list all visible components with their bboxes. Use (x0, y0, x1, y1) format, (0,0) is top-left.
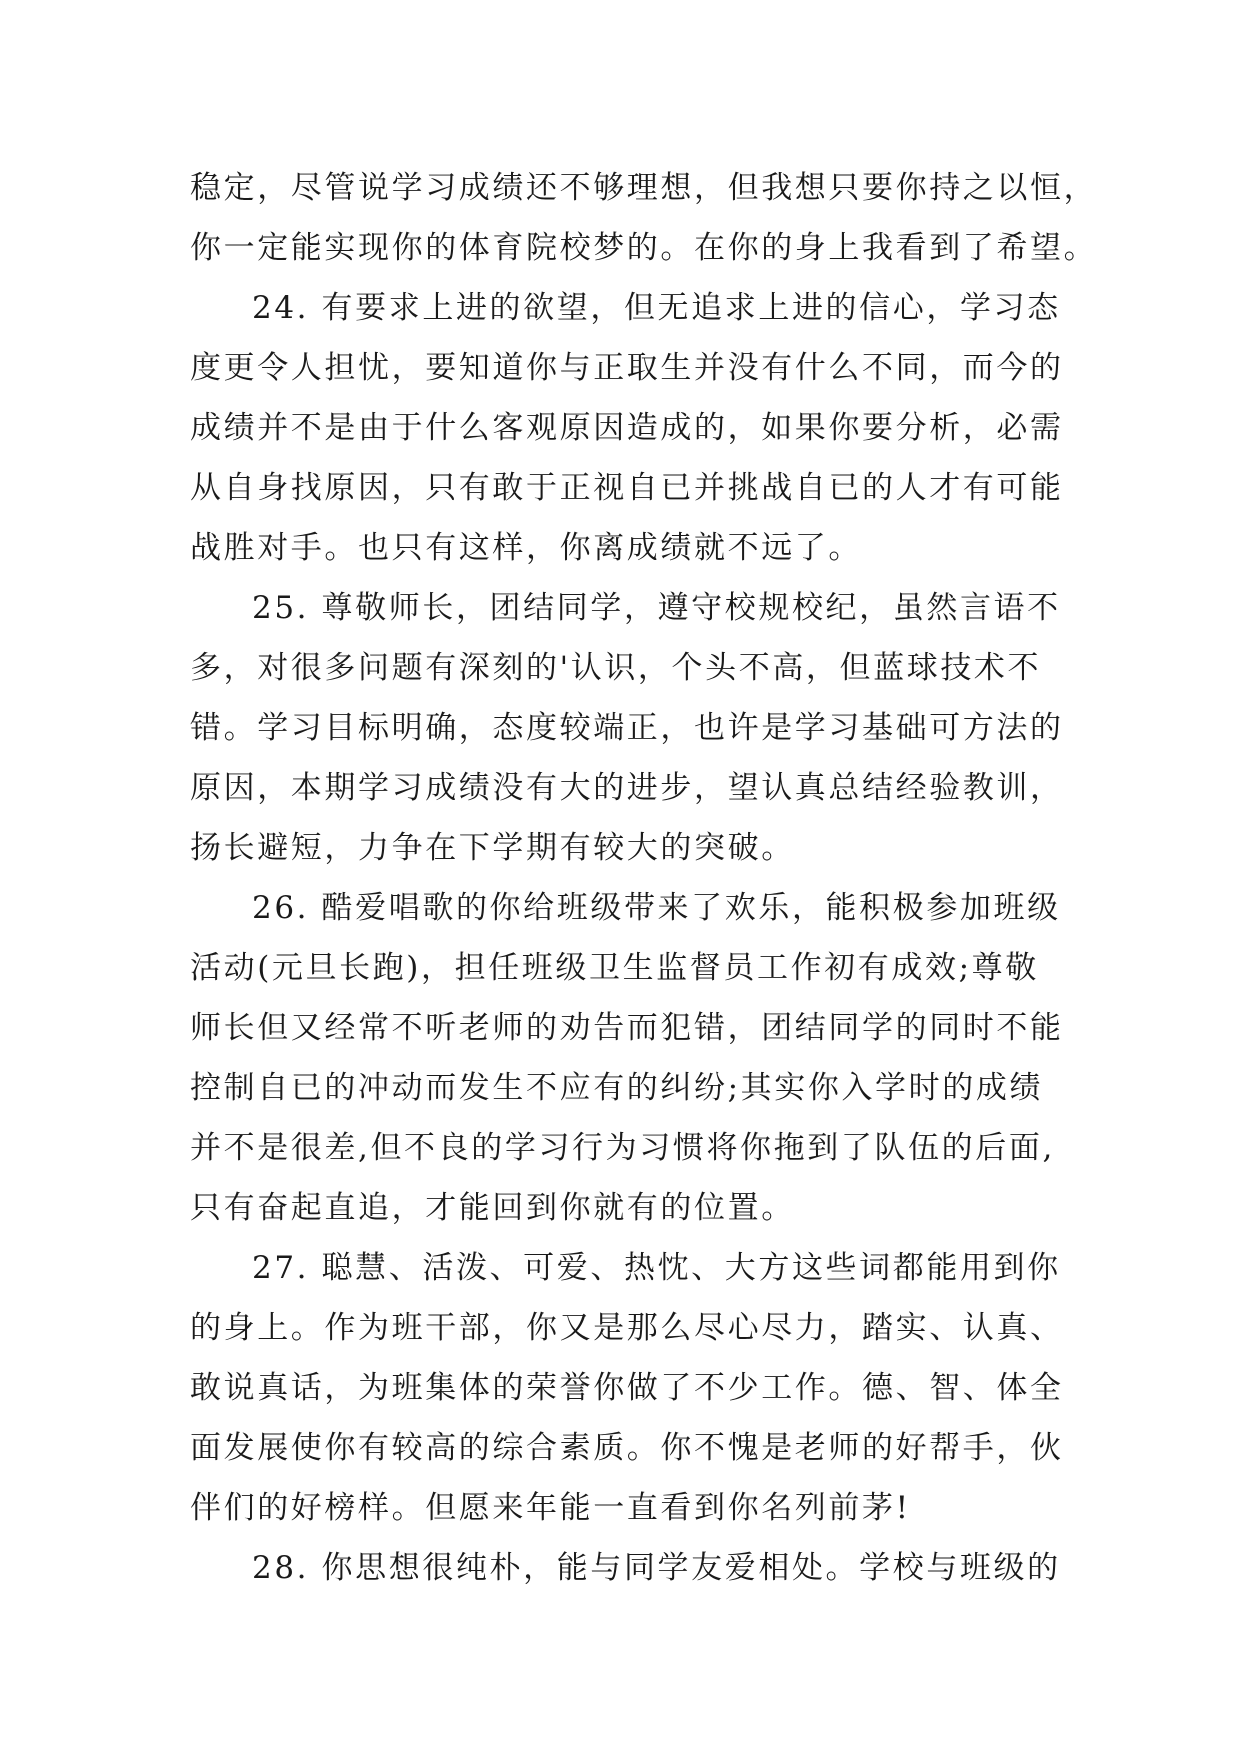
paragraph-start-line: 26. 酷爱唱歌的你给班级带来了欢乐，能积极参加班级 (252, 890, 1061, 926)
text-line: 活动(元旦长跑)，担任班级卫生监督员工作初有成效;尊敬 (190, 950, 1039, 986)
paragraph-start-line: 24. 有要求上进的欲望，但无追求上进的信心，学习态 (252, 290, 1061, 326)
text-line: 面发展使你有较高的综合素质。你不愧是老师的好帮手，伙 (190, 1430, 1064, 1466)
text-line: 成绩并不是由于什么客观原因造成的，如果你要分析，必需 (190, 410, 1064, 446)
text-line: 稳定，尽管说学习成绩还不够理想，但我想只要你持之以恒， (190, 170, 1098, 206)
text-line: 只有奋起直追，才能回到你就有的位置。 (190, 1190, 795, 1226)
text-line: 错。学习目标明确，态度较端正，也许是学习基础可方法的 (190, 710, 1064, 746)
text-line: 扬长避短，力争在下学期有较大的突破。 (190, 830, 795, 866)
text-line: 你一定能实现你的体育院校梦的。在你的身上我看到了希望。 (190, 230, 1098, 266)
text-line: 的身上。作为班干部，你又是那么尽心尽力，踏实、认真、 (190, 1310, 1064, 1346)
paragraph-start-line: 27. 聪慧、活泼、可爱、热忱、大方这些词都能用到你 (252, 1250, 1061, 1286)
text-line: 原因，本期学习成绩没有大的进步，望认真总结经验教训， (190, 770, 1064, 806)
text-line: 伴们的好榜样。但愿来年能一直看到你名列前茅! (190, 1490, 911, 1526)
text-line: 并不是很差,但不良的学习行为习惯将你拖到了队伍的后面, (190, 1130, 1055, 1166)
text-line: 控制自已的冲动而发生不应有的纠纷;其实你入学时的成绩 (190, 1070, 1044, 1106)
text-line: 敢说真话，为班集体的荣誉你做了不少工作。德、智、体全 (190, 1370, 1064, 1406)
paragraph-start-line: 28. 你思想很纯朴，能与同学友爱相处。学校与班级的 (252, 1550, 1061, 1586)
text-line: 战胜对手。也只有这样，你离成绩就不远了。 (190, 530, 862, 566)
text-line: 师长但又经常不听老师的劝告而犯错，团结同学的同时不能 (190, 1010, 1064, 1046)
text-line: 多，对很多问题有深刻的'认识，个头不高，但蓝球技术不 (190, 650, 1042, 686)
text-line: 度更令人担忧，要知道你与正取生并没有什么不同，而今的 (190, 350, 1064, 386)
text-line: 从自身找原因，只有敢于正视自已并挑战自已的人才有可能 (190, 470, 1064, 506)
document-body (190, 158, 1110, 1598)
paragraph-start-line: 25. 尊敬师长，团结同学，遵守校规校纪，虽然言语不 (252, 590, 1061, 626)
